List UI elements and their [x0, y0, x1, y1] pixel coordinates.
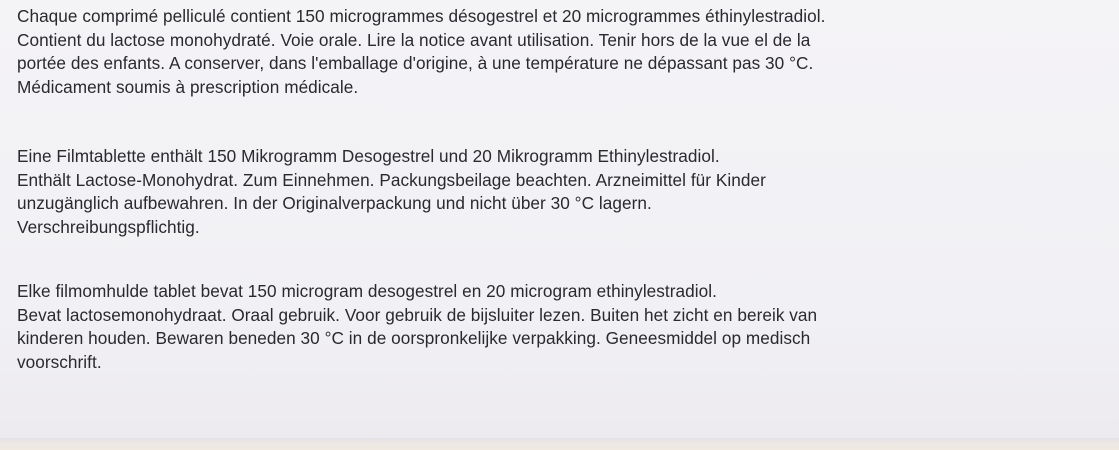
french-label-text [17, 5, 825, 99]
package-bottom-edge [0, 438, 1119, 450]
french-line-4: Médicament soumis à prescription médicale. [17, 76, 359, 97]
french-line-3: portée des enfants. A conserver, dans l'emballage d'origine, à une température ne dépassant pas 30 °C. [17, 53, 814, 74]
dutch-line-2: Bevat lactosemonohydraat. Oraal gebruik. Voor gebruik de bijsluiter lezen. Buiten het zicht en bereik van [17, 304, 818, 325]
dutch-label-text [17, 280, 817, 374]
german-line-2: Enthält Lactose-Monohydrat. Zum Einnehmen. Packungsbeilage beachten. Arzneimittel für Kinder [17, 169, 766, 190]
german-label-text [17, 145, 766, 239]
german-line-4: Verschreibungspflichtig. [17, 216, 200, 237]
german-line-1: Eine Filmtablette enthält 150 Mikrogramm Desogestrel und 20 Mikrogramm Ethinylestradiol. [17, 146, 720, 166]
dutch-line-3: kinderen houden. Bewaren beneden 30 °C in de oorspronkelijke verpakking. Geneesmiddel op medisch [17, 328, 811, 349]
german-line-3: unzugänglich aufbewahren. In der Originalverpackung und nicht über 30 °C lagern. [17, 193, 652, 214]
dutch-line-1: Elke filmomhulde tablet bevat 150 microgram desogestrel en 20 microgram ethinylestradiol. [17, 281, 717, 301]
french-line-2: Contient du lactose monohydraté. Voie orale. Lire la notice avant utilisation. Tenir hors de la vue el de la [17, 29, 811, 50]
dutch-line-4: voorschrift. [17, 351, 102, 372]
french-line-1: Chaque comprimé pelliculé contient 150 microgrammes désogestrel et 20 microgrammes éthinylestradiol. [17, 6, 826, 26]
